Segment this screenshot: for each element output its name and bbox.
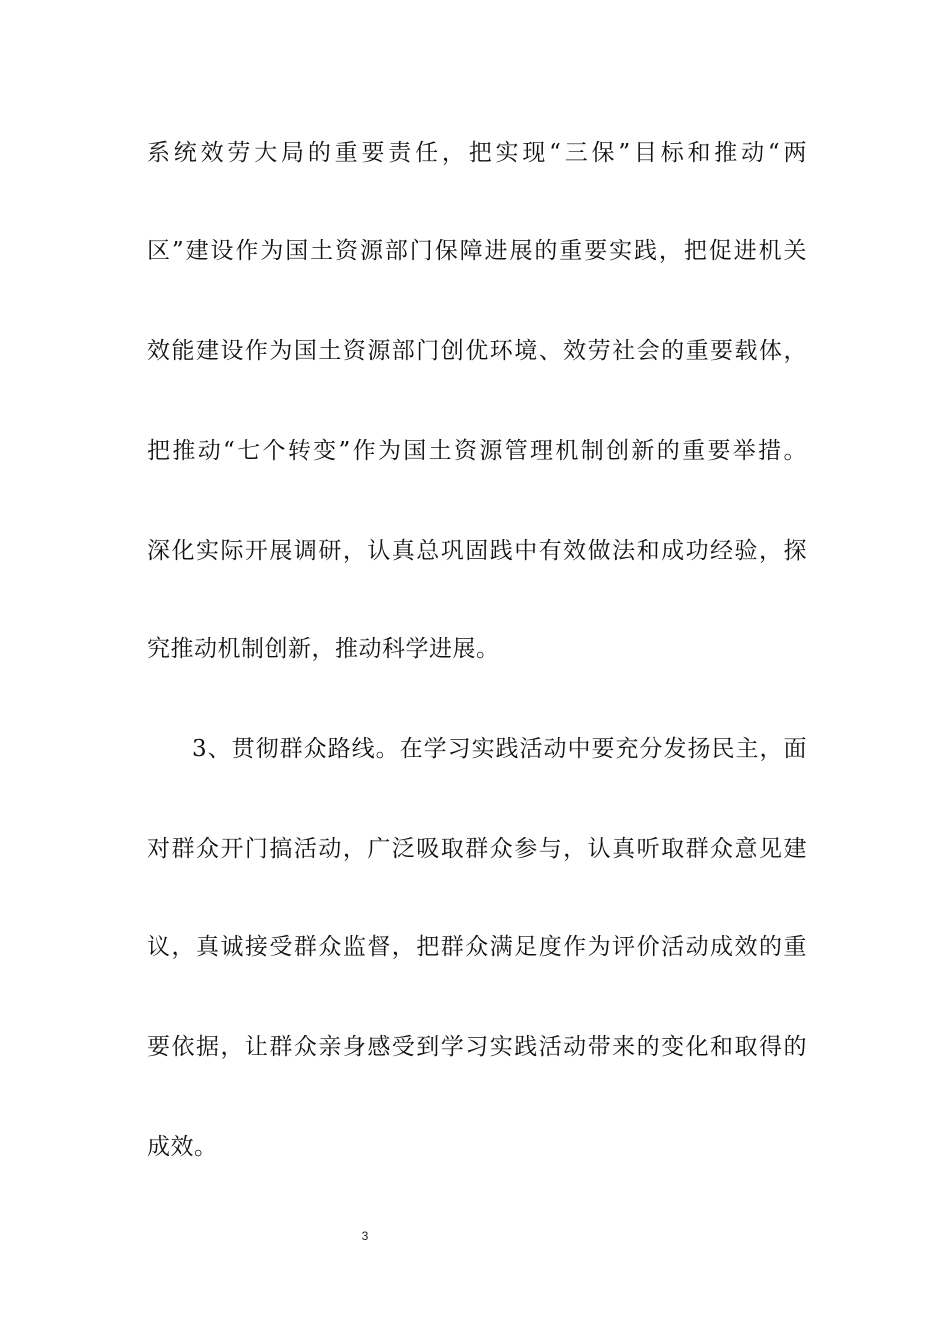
text-line-9: 议，真诚接受群众监督，把群众满足度作为评价活动成效的重	[147, 934, 807, 960]
paragraph-3-line-1: 3、贯彻群众路线。在学习实践活动中要充分发扬民主，面	[192, 736, 807, 762]
text-line-5: 深化实际开展调研，认真总巩固践中有效做法和成功经验，探	[147, 538, 807, 564]
text-line-3: 效能建设作为国土资源部门创优环境、效劳社会的重要载体，	[147, 338, 807, 364]
text-line-6: 究推动机制创新，推动科学进展。	[147, 636, 500, 662]
page-number: 3	[361, 1229, 369, 1243]
text-line-10: 要依据，让群众亲身感受到学习实践活动带来的变化和取得的	[147, 1034, 807, 1060]
text-line-2: 区”建设作为国土资源部门保障进展的重要实践，把促进机关	[147, 238, 807, 264]
text-line-4: 把推动“七个转变”作为国土资源管理机制创新的重要举措。	[147, 438, 807, 464]
text-line-1: 系统效劳大局的重要责任，把实现“三保”目标和推动“两	[147, 140, 807, 166]
text-line-8: 对群众开门搞活动，广泛吸取群众参与，认真听取群众意见建	[147, 836, 807, 862]
text-line-11: 成效。	[147, 1134, 218, 1160]
